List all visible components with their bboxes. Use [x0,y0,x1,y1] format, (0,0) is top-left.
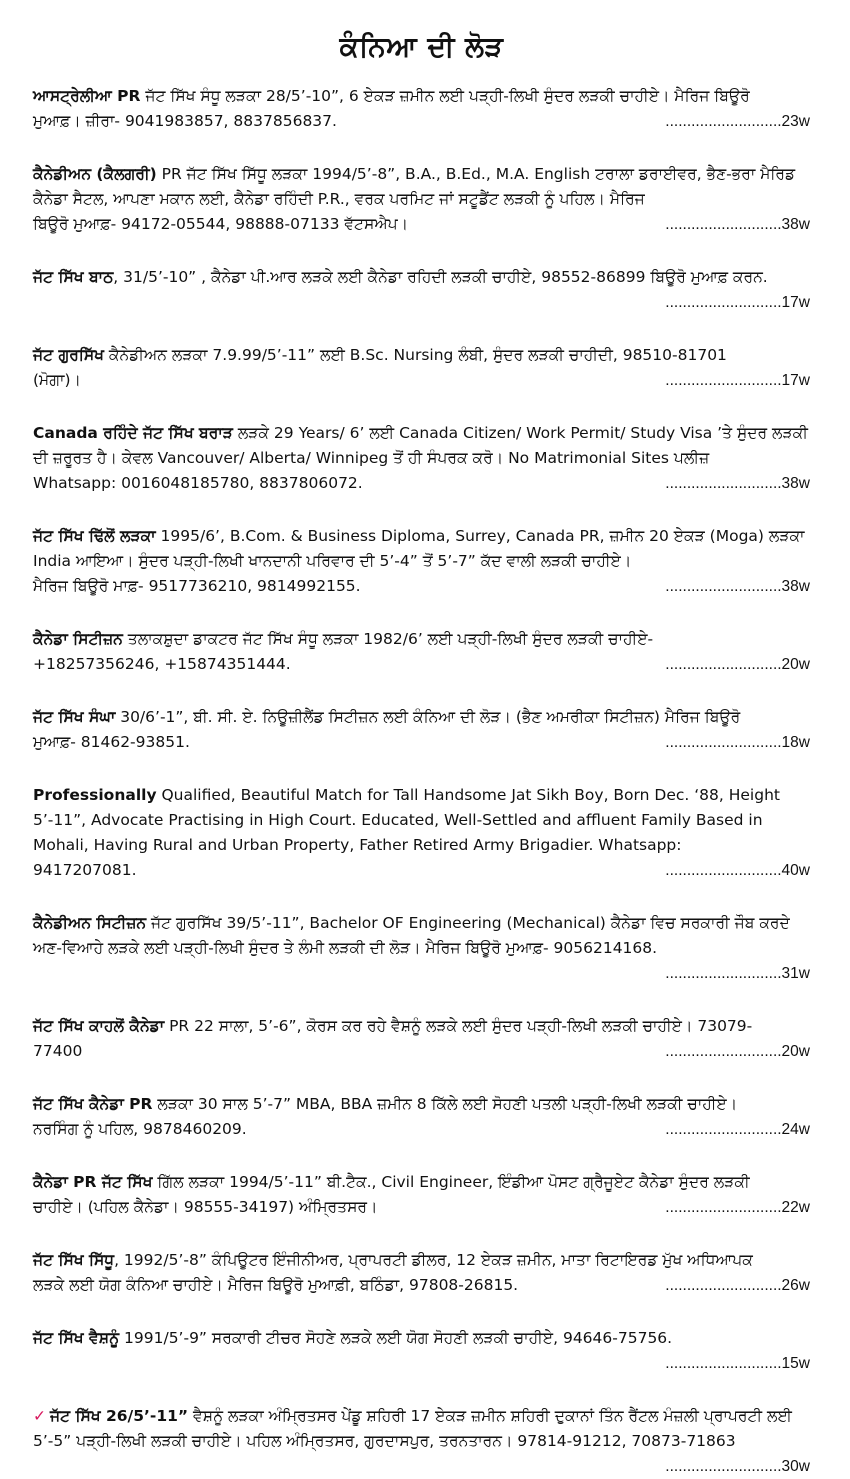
ad-code: ...........................38w [665,578,810,595]
ad-code: ...........................40w [665,862,810,879]
ad-lead: ਜੱਟ ਸਿੱਖ ਵੈਸ਼ਨੂੰ [33,1329,120,1347]
ad-body: ਕੈਨੇਡੀਅਨ ਲੜਕਾ 7.9.99/5’-11” ਲਈ B.Sc. Nursing ਲੰਬੀ, ਸੁੰਦਰ ਲੜਕੀ ਚਾਹੀਦੀ, 98510-81701 [104,346,727,364]
ad-footer-line [33,471,810,496]
ad-text [33,1092,810,1117]
ad-lead: Canada ਰਹਿੰਦੇ ਜੱਟ ਸਿੱਖ ਬਰਾੜ [33,424,233,442]
ad-tail: ਮੈਰਿਜ ਬਿਊਰੋ ਮਾਫ਼- 9517736210, 9814992155. [33,577,361,595]
ad-lead: ਜੱਟ ਸਿੱਖ ਕਾਹਲੋਂ ਕੈਨੇਡਾ [33,1017,165,1035]
page-title: ਕੰਨਿਆ ਦੀ ਲੋੜ [339,30,504,63]
ad-lead: ਕੈਨੇਡਾ PR ਜੱਟ ਸਿੱਖ [33,1173,153,1191]
ad-code: ...........................26w [665,1277,810,1294]
ad-lead: ਆਸਟ੍ਰੇਲੀਆ PR [33,87,141,105]
classified-ad [33,265,810,315]
ad-lead: ਜੱਟ ਸਿੱਖ ਕੈਨੇਡਾ PR [33,1095,153,1113]
ad-body: , 31/5’-10” , ਕੈਨੇਡਾ ਪੀ.ਆਰ ਲੜਕੇ ਲਈ ਕੈਨੇਡਾ ਰਹਿਦੀ ਲੜਕੀ ਚਾਹੀਏ, 98552-86899 ਬਿਊਰੋ ਮੁਆਫ਼ ਕਰਨ. [113,268,768,286]
ad-code: ...........................38w [665,216,810,233]
ad-footer-line [33,1351,810,1376]
ad-body: 30/6’-1”, ਬੀ. ਸੀ. ਏ. ਨਿਊਜ਼ੀਲੈਂਡ ਸਿਟੀਜ਼ਨ ਲਈ ਕੰਨਿਆ ਦੀ ਲੋੜ। (ਭੈਣ ਅਮਰੀਕਾ ਸਿਟੀਜ਼ਨ) ਮੈਰਿਜ ਬਿਊਰੋ [115,708,741,726]
classified-ad [33,1170,810,1220]
ad-tail: (ਮੋਗਾ)। [33,371,81,389]
ad-body: ਲੜਕੇ 29 Years/ 6’ ਲਈ Canada Citizen/ Work Permit/ Study Visa ’ਤੇ ਸੁੰਦਰ ਲੜਕੀ ਦੀ ਜ਼ਰੂਰਤ ਹੈ। ਕੇਵਲ Vancouver/ Alberta/ Winnipeg ਤੋਂ ਹੀ ਸੰਪਰਕ ਕਰੋ। No Matrimonial Sites ਪਲੀਜ਼ [33,424,808,467]
ads-list [33,84,810,1479]
ad-tail: ਮੁਆਫ਼- 81462-93851. [33,733,190,751]
ad-footer-line [33,574,810,599]
ad-text [33,911,810,961]
ad-text [33,1326,810,1351]
ad-code: ...........................20w [665,656,810,673]
ad-tail: 9417207081. [33,861,137,879]
ad-lead: ਜੱਟ ਗੁਰਸਿੱਖ [33,346,104,364]
ad-text [33,1170,810,1195]
ad-text [33,1014,810,1039]
classified-ad [33,705,810,755]
ad-code: ...........................18w [665,734,810,751]
ad-code: ...........................20w [665,1043,810,1060]
ad-text [33,84,810,109]
ad-body: ਵੈਸ਼ਨੂੰ ਲੜਕਾ ਅੰਮ੍ਰਿਤਸਰ ਪੇਂਡੂ ਸ਼ਹਿਰੀ 17 ਏਕੜ ਜ਼ਮੀਨ ਸ਼ਹਿਰੀ ਦੁਕਾਨਾਂ ਤਿੰਨ ਰੈਂਟਲ ਮੰਜ਼ਲੀ ਪ੍ਰਾਪਰਟੀ ਲਈ 5’-5” ਪੜ੍ਹੀ-ਲਿਖੀ ਲੜਕੀ ਚਾਹੀਏ। ਪਹਿਲ ਅੰਮ੍ਰਿਤਸਰ, ਗੁਰਦਾਸਪੁਰ, ਤਰਨਤਾਰਨ। 97814-91212, 70873-71863 [33,1407,792,1450]
classified-ad [33,1014,810,1064]
classified-ad [33,627,810,677]
ad-lead: ਜੱਟ ਸਿੱਖ ਬਾਠ [33,268,114,286]
ad-text [33,627,810,652]
ad-lead: ਜੱਟ ਸਿੱਖ ਢਿੱਲੋਂ ਲੜਕਾ [33,527,156,545]
ad-body: 1995/6’, B.Com. & Business Diploma, Surrey, Canada PR, ਜ਼ਮੀਨ 20 ਏਕੜ (Moga) ਲੜਕਾ India ਆਇਆ। ਸੁੰਦਰ ਪੜ੍ਹੀ-ਲਿਖੀ ਖਾਨਦਾਨੀ ਪਰਿਵਾਰ ਦੀ 5’-4” ਤੋਂ 5’-7” ਕੱਦ ਵਾਲੀ ਲੜਕੀ ਚਾਹੀਏ। [33,527,805,570]
ad-body: ਜੱਟ ਸਿੱਖ ਸੰਧੂ ਲੜਕਾ 28/5’-10”, 6 ਏਕੜ ਜ਼ਮੀਨ ਲਈ ਪੜ੍ਹੀ-ਲਿਖੀ ਸੁੰਦਰ ਲੜਕੀ ਚਾਹੀਏ। ਮੈਰਿਜ ਬਿਊਰੋ [140,87,750,105]
ad-code: ...........................30w [665,1458,810,1475]
ad-code: ...........................31w [665,965,810,982]
ad-code: ...........................17w [665,372,810,389]
ad-footer-line [33,858,810,883]
ad-text [33,265,810,290]
ad-code: ...........................17w [665,294,810,311]
ad-body: , 1992/5’-8” ਕੰਪਿਊਟਰ ਇੰਜੀਨੀਅਰ, ਪ੍ਰਾਪਰਟੀ ਡੀਲਰ, 12 ਏਕੜ ਜ਼ਮੀਨ, ਮਾਤਾ ਰਿਟਾਇਰਡ ਮੁੱਖ ਅਧਿਆਪਕ [114,1251,753,1269]
ad-code: ...........................15w [665,1355,810,1372]
ad-tail: ਮੁਆਫ਼। ਜ਼ੀਰਾ- 9041983857, 8837856837. [33,112,337,130]
ad-text [33,162,810,212]
ad-code: ...........................24w [665,1121,810,1138]
classified-ad [33,524,810,599]
classified-ad [33,343,810,393]
classified-ad [33,84,810,134]
ad-footer-line [33,109,810,134]
classified-ad [33,421,810,496]
classified-ad [33,1404,810,1479]
ad-body: ਤਲਾਕਸ਼ੁਦਾ ਡਾਕਟਰ ਜੱਟ ਸਿੱਖ ਸੰਧੂ ਲੜਕਾ 1982/6’ ਲਈ ਪੜ੍ਹੀ-ਲਿਖੀ ਸੁੰਦਰ ਲੜਕੀ ਚਾਹੀਏ- [122,630,654,648]
classified-ad [33,911,810,986]
ad-body: Qualified, Beautiful Match for Tall Handsome Jat Sikh Boy, Born Dec. ‘88, Height 5’-11”, Advocate Practising in High Court. Educated, Well-Settled and affluent Family Based in Mohali, Having Rural and Urban Property, Father Retired Army Brigadier. Whatsapp: [33,786,780,854]
ad-footer-line [33,290,810,315]
ad-lead: ਕੈਨੇਡਾ ਸਿਟੀਜ਼ਨ [33,630,123,648]
ad-lead: ਕੈਨੇਡੀਅਨ (ਕੈਲਗਰੀ) [33,165,157,183]
ad-tail: ਲੜਕੇ ਲਈ ਯੋਗ ਕੰਨਿਆ ਚਾਹੀਏ। ਮੈਰਿਜ ਬਿਊਰੋ ਮੁਆਫ਼ੀ, ਬਠਿੰਡਾ, 97808-26815. [33,1276,519,1294]
ad-body: ਗਿੱਲ ਲੜਕਾ 1994/5’-11” ਬੀ.ਟੈਕ., Civil Engineer, ਇੰਡੀਆ ਪੋਸਟ ਗ੍ਰੈਜੂਏਟ ਕੈਨੇਡਾ ਸੁੰਦਰ ਲੜਕੀ [152,1173,750,1191]
ad-body: ਲੜਕਾ 30 ਸਾਲ 5’-7” MBA, BBA ਜ਼ਮੀਨ 8 ਕਿੱਲੇ ਲਈ ਸੋਹਣੀ ਪਤਲੀ ਪੜ੍ਹੀ-ਲਿਖੀ ਲੜਕੀ ਚਾਹੀਏ। [152,1095,738,1113]
ad-tail: 77400 [33,1042,83,1060]
ad-text [33,421,810,471]
ad-text [33,783,810,858]
ad-tail: ਨਰਸਿੰਗ ਨੂੰ ਪਹਿਲ, 9878460209. [33,1120,247,1138]
ad-footer-line [33,1039,810,1064]
ad-body: ਜੱਟ ਗੁਰਸਿੱਖ 39/5’-11”, Bachelor OF Engineering (Mechanical) ਕੈਨੇਡਾ ਵਿਚ ਸਰਕਾਰੀ ਜੌਬ ਕਰਦੇ ਅਣ-ਵਿਆਹੇ ਲੜਕੇ ਲਈ ਪੜ੍ਹੀ-ਲਿਖੀ ਸੁੰਦਰ ਤੇ ਲੰਮੀ ਲੜਕੀ ਦੀ ਲੋੜ। ਮੈਰਿਜ ਬਿਊਰੋ ਮੁਆਫ਼- 9056214168. [33,914,790,957]
ad-body: PR ਜੱਟ ਸਿੱਖ ਸਿੱਧੂ ਲੜਕਾ 1994/5’-8”, B.A., B.Ed., M.A. English ਟਰਾਲਾ ਡਰਾਈਵਰ, ਭੈਣ-ਭਰਾ ਮੈਰਿਡ ਕੈਨੇਡਾ ਸੈਟਲ, ਆਪਣਾ ਮਕਾਨ ਲਈ, ਕੈਨੇਡਾ ਰਹਿੰਦੀ P.R., ਵਰਕ ਪਰਮਿਟ ਜਾਂ ਸਟੂਡੈਂਟ ਲੜਕੀ ਨੂੰ ਪਹਿਲ। ਮੈਰਿਜ [33,165,796,208]
ad-text [33,1248,810,1273]
ad-footer-line [33,1454,810,1479]
ad-text [33,705,810,730]
ad-body: 1991/5’-9” ਸਰਕਾਰੀ ਟੀਚਰ ਸੋਹਣੇ ਲੜਕੇ ਲਈ ਯੋਗ ਸੋਹਣੀ ਲੜਕੀ ਚਾਹੀਏ, 94646-75756. [119,1329,673,1347]
ad-footer-line [33,1195,810,1220]
ad-lead: Professionally [33,786,157,804]
ad-lead: ਕੈਨੇਡੀਅਨ ਸਿਟੀਜ਼ਨ [33,914,147,932]
ad-lead: ਜੱਟ ਸਿੱਖ ਸਿੱਧੂ [33,1251,115,1269]
checkmark-icon: ✓ [33,1407,46,1425]
classified-ad [33,1092,810,1142]
ad-code: ...........................22w [665,1199,810,1216]
ad-footer-line [33,1117,810,1142]
ad-footer-line [33,652,810,677]
ad-lead: ਜੱਟ ਸਿੱਖ 26/5’-11” [50,1407,189,1425]
ad-footer-line [33,368,810,393]
ad-tail: ਚਾਹੀਏ। (ਪਹਿਲ ਕੈਨੇਡਾ। 98555-34197) ਅੰਮ੍ਰਿਤਸਰ। [33,1198,378,1216]
classified-ad [33,1248,810,1298]
ad-footer-line [33,961,810,986]
ad-tail: Whatsapp: 0016048185780, 8837806072. [33,474,363,492]
ad-tail: ਬਿਊਰੋ ਮੁਆਫ਼- 94172-05544, 98888-07133 ਵੱਟਸਐਪ। [33,215,409,233]
ad-code: ...........................38w [665,475,810,492]
classified-ad [33,1326,810,1376]
ad-footer-line [33,730,810,755]
classified-ad [33,162,810,237]
ad-text [33,343,810,368]
ad-text [33,524,810,574]
ad-footer-line [33,212,810,237]
ad-code: ...........................23w [665,113,810,130]
ad-text [33,1404,810,1454]
ad-tail: +18257356246, +15874351444. [33,655,291,673]
classified-ad [33,783,810,883]
ad-footer-line [33,1273,810,1298]
ad-body: PR 22 ਸਾਲਾ, 5’-6”, ਕੋਰਸ ਕਰ ਰਹੇ ਵੈਸ਼ਨੂੰ ਲੜਕੇ ਲਈ ਸੁੰਦਰ ਪੜ੍ਹੀ-ਲਿਖੀ ਲੜਕੀ ਚਾਹੀਏ। 73079- [164,1017,753,1035]
ad-lead: ਜੱਟ ਸਿੱਖ ਸੰਘਾ [33,708,116,726]
